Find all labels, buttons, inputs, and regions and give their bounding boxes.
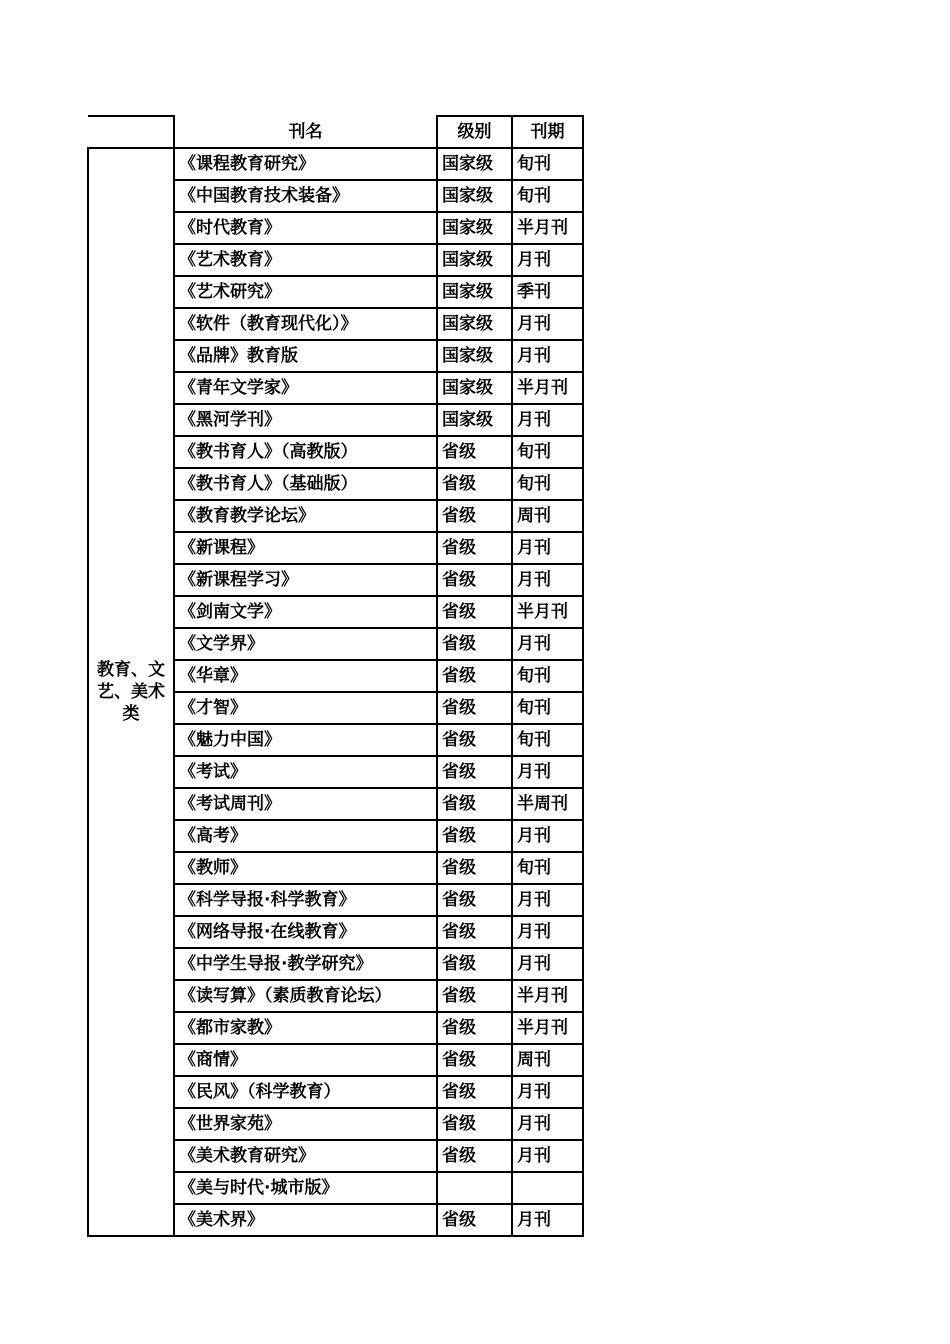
period-cell: 旬刊 bbox=[512, 148, 583, 180]
level-cell: 省级 bbox=[437, 1044, 512, 1076]
period-cell: 月刊 bbox=[512, 532, 583, 564]
journal-table-sheet bbox=[87, 115, 584, 1237]
journal-name-cell: 《魅力中国》 bbox=[174, 724, 437, 756]
level-cell: 省级 bbox=[437, 1108, 512, 1140]
journal-name-cell: 《考试》 bbox=[174, 756, 437, 788]
period-cell: 半月刊 bbox=[512, 596, 583, 628]
header-level: 级别 bbox=[437, 116, 512, 148]
period-cell: 月刊 bbox=[512, 244, 583, 276]
journal-name-cell: 《剑南文学》 bbox=[174, 596, 437, 628]
level-cell: 省级 bbox=[437, 1076, 512, 1108]
journal-name-cell: 《教书育人》（高教版） bbox=[174, 436, 437, 468]
level-cell: 省级 bbox=[437, 756, 512, 788]
period-cell: 月刊 bbox=[512, 308, 583, 340]
period-cell: 季刊 bbox=[512, 276, 583, 308]
period-cell: 旬刊 bbox=[512, 180, 583, 212]
level-cell: 国家级 bbox=[437, 276, 512, 308]
period-cell: 月刊 bbox=[512, 756, 583, 788]
level-cell: 省级 bbox=[437, 436, 512, 468]
journal-name-cell: 《科学导报·科学教育》 bbox=[174, 884, 437, 916]
period-cell: 月刊 bbox=[512, 1076, 583, 1108]
level-cell: 省级 bbox=[437, 1012, 512, 1044]
header-period: 刊期 bbox=[512, 116, 583, 148]
period-cell: 旬刊 bbox=[512, 436, 583, 468]
level-cell: 国家级 bbox=[437, 340, 512, 372]
level-cell: 省级 bbox=[437, 532, 512, 564]
period-cell: 半月刊 bbox=[512, 980, 583, 1012]
level-cell: 省级 bbox=[437, 916, 512, 948]
level-cell: 国家级 bbox=[437, 308, 512, 340]
journal-name-cell: 《时代教育》 bbox=[174, 212, 437, 244]
level-cell: 省级 bbox=[437, 564, 512, 596]
level-cell: 国家级 bbox=[437, 244, 512, 276]
journal-name-cell: 《文学界》 bbox=[174, 628, 437, 660]
journal-name-cell: 《美术教育研究》 bbox=[174, 1140, 437, 1172]
level-cell: 省级 bbox=[437, 660, 512, 692]
journal-name-cell: 《课程教育研究》 bbox=[174, 148, 437, 180]
period-cell: 半月刊 bbox=[512, 212, 583, 244]
period-cell: 月刊 bbox=[512, 564, 583, 596]
journal-name-cell: 《新课程》 bbox=[174, 532, 437, 564]
period-cell: 半月刊 bbox=[512, 1012, 583, 1044]
header-row bbox=[88, 116, 583, 148]
level-cell: 省级 bbox=[437, 820, 512, 852]
period-cell: 月刊 bbox=[512, 1204, 583, 1236]
period-cell: 旬刊 bbox=[512, 660, 583, 692]
level-cell: 省级 bbox=[437, 1204, 512, 1236]
journal-name-cell: 《美与时代·城市版》 bbox=[174, 1172, 437, 1204]
journal-name-cell: 《世界家苑》 bbox=[174, 1108, 437, 1140]
journal-name-cell: 《读写算》（素质教育论坛） bbox=[174, 980, 437, 1012]
journal-name-cell: 《高考》 bbox=[174, 820, 437, 852]
category-cell: 教育、文艺、美术类 bbox=[88, 148, 174, 1236]
journal-name-cell: 《考试周刊》 bbox=[174, 788, 437, 820]
level-cell: 省级 bbox=[437, 1140, 512, 1172]
level-cell: 省级 bbox=[437, 724, 512, 756]
journal-name-cell: 《教师》 bbox=[174, 852, 437, 884]
journal-name-cell: 《艺术研究》 bbox=[174, 276, 437, 308]
journal-name-cell: 《艺术教育》 bbox=[174, 244, 437, 276]
level-cell: 省级 bbox=[437, 468, 512, 500]
journal-table bbox=[87, 115, 584, 1237]
journal-name-cell: 《软件（教育现代化）》 bbox=[174, 308, 437, 340]
journal-name-cell: 《黑河学刊》 bbox=[174, 404, 437, 436]
journal-name-cell: 《新课程学习》 bbox=[174, 564, 437, 596]
journal-name-cell: 《华章》 bbox=[174, 660, 437, 692]
period-cell: 月刊 bbox=[512, 1108, 583, 1140]
level-cell: 国家级 bbox=[437, 180, 512, 212]
level-cell: 国家级 bbox=[437, 148, 512, 180]
period-cell: 半月刊 bbox=[512, 372, 583, 404]
level-cell: 省级 bbox=[437, 692, 512, 724]
level-cell: 省级 bbox=[437, 980, 512, 1012]
level-cell: 省级 bbox=[437, 788, 512, 820]
period-cell: 月刊 bbox=[512, 820, 583, 852]
period-cell: 月刊 bbox=[512, 340, 583, 372]
header-blank-cell bbox=[88, 116, 174, 148]
level-cell: 省级 bbox=[437, 884, 512, 916]
journal-name-cell: 《美术界》 bbox=[174, 1204, 437, 1236]
period-cell: 月刊 bbox=[512, 884, 583, 916]
period-cell: 旬刊 bbox=[512, 692, 583, 724]
journal-name-cell: 《青年文学家》 bbox=[174, 372, 437, 404]
journal-name-cell: 《品牌》教育版 bbox=[174, 340, 437, 372]
period-cell: 旬刊 bbox=[512, 852, 583, 884]
level-cell: 国家级 bbox=[437, 212, 512, 244]
level-cell: 国家级 bbox=[437, 404, 512, 436]
level-cell: 省级 bbox=[437, 628, 512, 660]
journal-name-cell: 《商情》 bbox=[174, 1044, 437, 1076]
period-cell: 月刊 bbox=[512, 948, 583, 980]
level-cell: 省级 bbox=[437, 596, 512, 628]
level-cell bbox=[437, 1172, 512, 1204]
level-cell: 国家级 bbox=[437, 372, 512, 404]
period-cell: 月刊 bbox=[512, 404, 583, 436]
journal-name-cell: 《民风》（科学教育） bbox=[174, 1076, 437, 1108]
journal-name-cell: 《教书育人》（基础版） bbox=[174, 468, 437, 500]
period-cell: 月刊 bbox=[512, 628, 583, 660]
journal-name-cell: 《中国教育技术装备》 bbox=[174, 180, 437, 212]
period-cell bbox=[512, 1172, 583, 1204]
journal-name-cell: 《都市家教》 bbox=[174, 1012, 437, 1044]
period-cell: 旬刊 bbox=[512, 724, 583, 756]
journal-name-cell: 《中学生导报·教学研究》 bbox=[174, 948, 437, 980]
level-cell: 省级 bbox=[437, 852, 512, 884]
period-cell: 月刊 bbox=[512, 916, 583, 948]
period-cell: 周刊 bbox=[512, 500, 583, 532]
level-cell: 省级 bbox=[437, 948, 512, 980]
period-cell: 旬刊 bbox=[512, 468, 583, 500]
table-row bbox=[88, 148, 583, 180]
period-cell: 半周刊 bbox=[512, 788, 583, 820]
period-cell: 周刊 bbox=[512, 1044, 583, 1076]
header-name: 刊名 bbox=[174, 116, 437, 148]
journal-name-cell: 《才智》 bbox=[174, 692, 437, 724]
journal-name-cell: 《网络导报·在线教育》 bbox=[174, 916, 437, 948]
period-cell: 月刊 bbox=[512, 1140, 583, 1172]
journal-table-body bbox=[88, 116, 583, 1236]
journal-name-cell: 《教育教学论坛》 bbox=[174, 500, 437, 532]
level-cell: 省级 bbox=[437, 500, 512, 532]
